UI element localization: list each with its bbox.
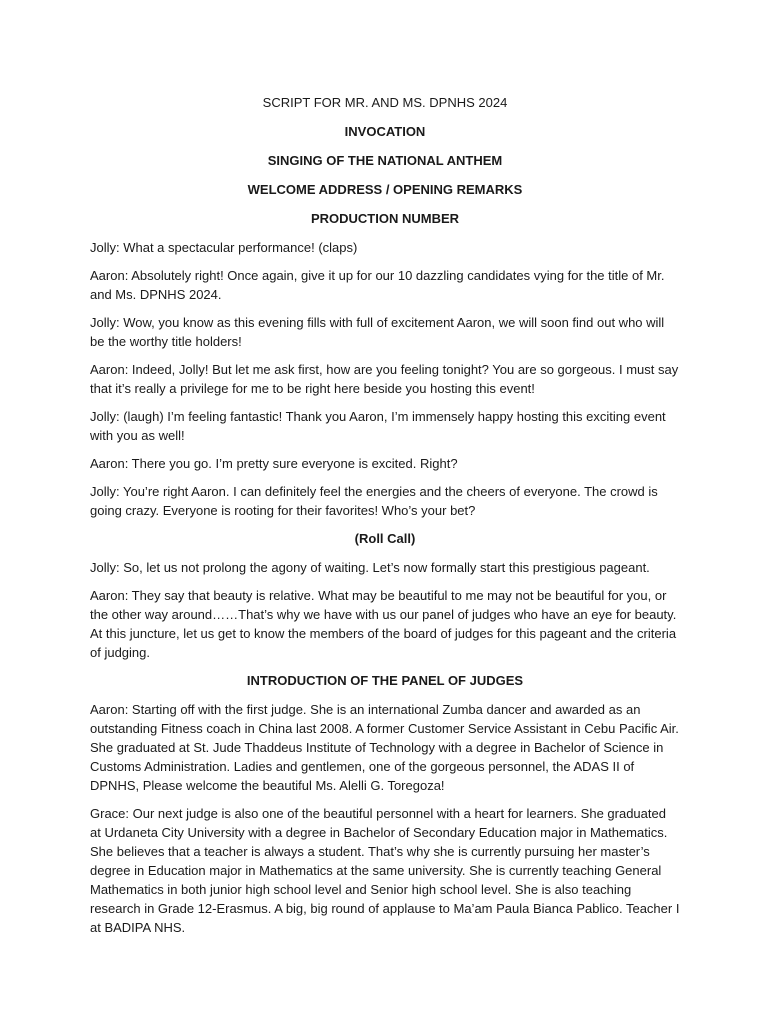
heading-welcome-address: WELCOME ADDRESS / OPENING REMARKS	[247, 182, 523, 197]
heading-roll-call: (Roll Call)	[354, 531, 416, 546]
script-line: Grace: Our next judge is also one of the beautiful personnel with a heart for learners. She graduated at Urdaneta City University with a degree in Bachelor of Secondary Education major in Mathematics. She believes that a teacher is always a student. That’s why she is currently pursuing her master’s degree in Education major in Mathematics at the same university. She is currently teaching General Mathematics in both junior high school level and Senior high school level. She is also teaching research in Grade 12-Erasmus. A big, big round of applause to Ma’am Paula Bianca Pablico. Teacher I at BADIPA NHS.	[90, 806, 680, 935]
script-line: Aaron: Starting off with the first judge. She is an international Zumba dancer and awarded as an outstanding Fitness coach in China last 2008. A former Customer Service Assistant in Cebu Pacific Air. She graduated at St. Jude Thaddeus Institute of Technology with a degree in Bachelor of Science in Customs Administration. Ladies and gentlemen, one of the gorgeous personnel, the ADAS II of DPNHS, Please welcome the beautiful Ms. Alelli G. Toregoza!	[90, 702, 679, 793]
script-line: Aaron: Indeed, Jolly! But let me ask first, how are you feeling tonight? You are so gorgeous. I must say that it’s really a privilege for me to be right here beside you hosting this event!	[90, 362, 679, 396]
heading-national-anthem: SINGING OF THE NATIONAL ANTHEM	[267, 153, 503, 168]
script-line: Aaron: Absolutely right! Once again, give it up for our 10 dazzling candidates vying for the title of Mr. and Ms. DPNHS 2024.	[90, 268, 665, 302]
script-line: Jolly: So, let us not prolong the agony of waiting. Let’s now formally start this prestigious pageant.	[90, 560, 650, 575]
script-line: Aaron: They say that beauty is relative. What may be beautiful to me may not be beautiful for you, or the other way around……That’s why we have with us our panel of judges who have an eye for beauty. At this juncture, let us get to know the members of the board of judges for this pageant and the criteria of judging.	[90, 588, 677, 660]
script-line: Jolly: (laugh) I’m feeling fantastic! Thank you Aaron, I’m immensely happy hosting this exciting event with you as well!	[90, 409, 666, 443]
heading-judges-introduction: INTRODUCTION OF THE PANEL OF JUDGES	[246, 673, 524, 688]
document-title: SCRIPT FOR MR. AND MS. DPNHS 2024	[262, 95, 508, 110]
heading-production-number: PRODUCTION NUMBER	[310, 211, 460, 226]
heading-invocation: INVOCATION	[344, 124, 426, 139]
document-body	[90, 93, 680, 946]
script-line: Aaron: There you go. I’m pretty sure everyone is excited. Right?	[90, 456, 458, 471]
script-line: Jolly: Wow, you know as this evening fills with full of excitement Aaron, we will soon find out who will be the worthy title holders!	[90, 315, 665, 349]
script-line: Jolly: You’re right Aaron. I can definitely feel the energies and the cheers of everyone. The crowd is going crazy. Everyone is rooting for their favorites! Who’s your bet?	[90, 484, 658, 518]
script-line: Jolly: What a spectacular performance! (claps)	[90, 240, 358, 255]
